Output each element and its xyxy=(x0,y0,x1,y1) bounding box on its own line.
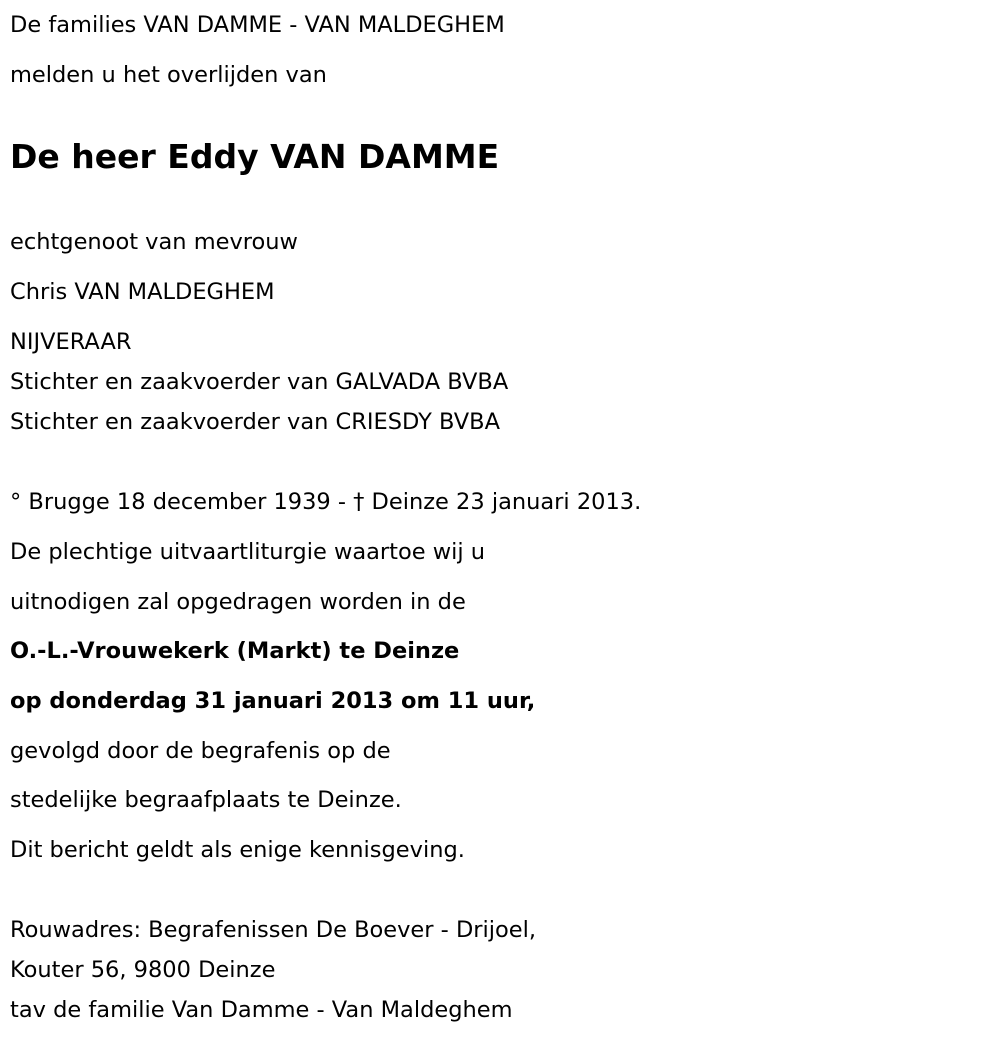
service-datetime: op donderdag 31 januari 2013 om 11 uur, xyxy=(10,688,536,714)
liturgy-line-2: uitnodigen zal opgedragen worden in de xyxy=(10,589,466,615)
address-line-2: Kouter 56, 9800 Deinze xyxy=(10,957,276,983)
deceased-name: De heer Eddy VAN DAMME xyxy=(10,137,500,176)
spouse-name: Chris VAN MALDEGHEM xyxy=(10,279,275,305)
announce-line: melden u het overlijden van xyxy=(10,62,327,88)
birth-death-dates: ° Brugge 18 december 1939 - † Deinze 23 januari 2013. xyxy=(10,489,642,515)
role-2: Stichter en zaakvoerder van CRIESDY BVBA xyxy=(10,409,500,435)
burial-line-1: gevolgd door de begrafenis op de xyxy=(10,738,391,764)
liturgy-line-1: De plechtige uitvaartliturgie waartoe wij u xyxy=(10,539,486,565)
profession: NIJVERAAR xyxy=(10,329,132,355)
address-line-3: tav de familie Van Damme - Van Maldeghem xyxy=(10,997,513,1023)
address-line-1: Rouwadres: Begrafenissen De Boever - Drijoel, xyxy=(10,917,537,943)
church: O.-L.-Vrouwekerk (Markt) te Deinze xyxy=(10,638,460,664)
families-line: De families VAN DAMME - VAN MALDEGHEM xyxy=(10,12,505,38)
role-1: Stichter en zaakvoerder van GALVADA BVBA xyxy=(10,369,509,395)
notice: Dit bericht geldt als enige kennisgeving. xyxy=(10,837,465,863)
spouse-intro: echtgenoot van mevrouw xyxy=(10,229,298,255)
burial-line-2: stedelijke begraafplaats te Deinze. xyxy=(10,787,402,813)
